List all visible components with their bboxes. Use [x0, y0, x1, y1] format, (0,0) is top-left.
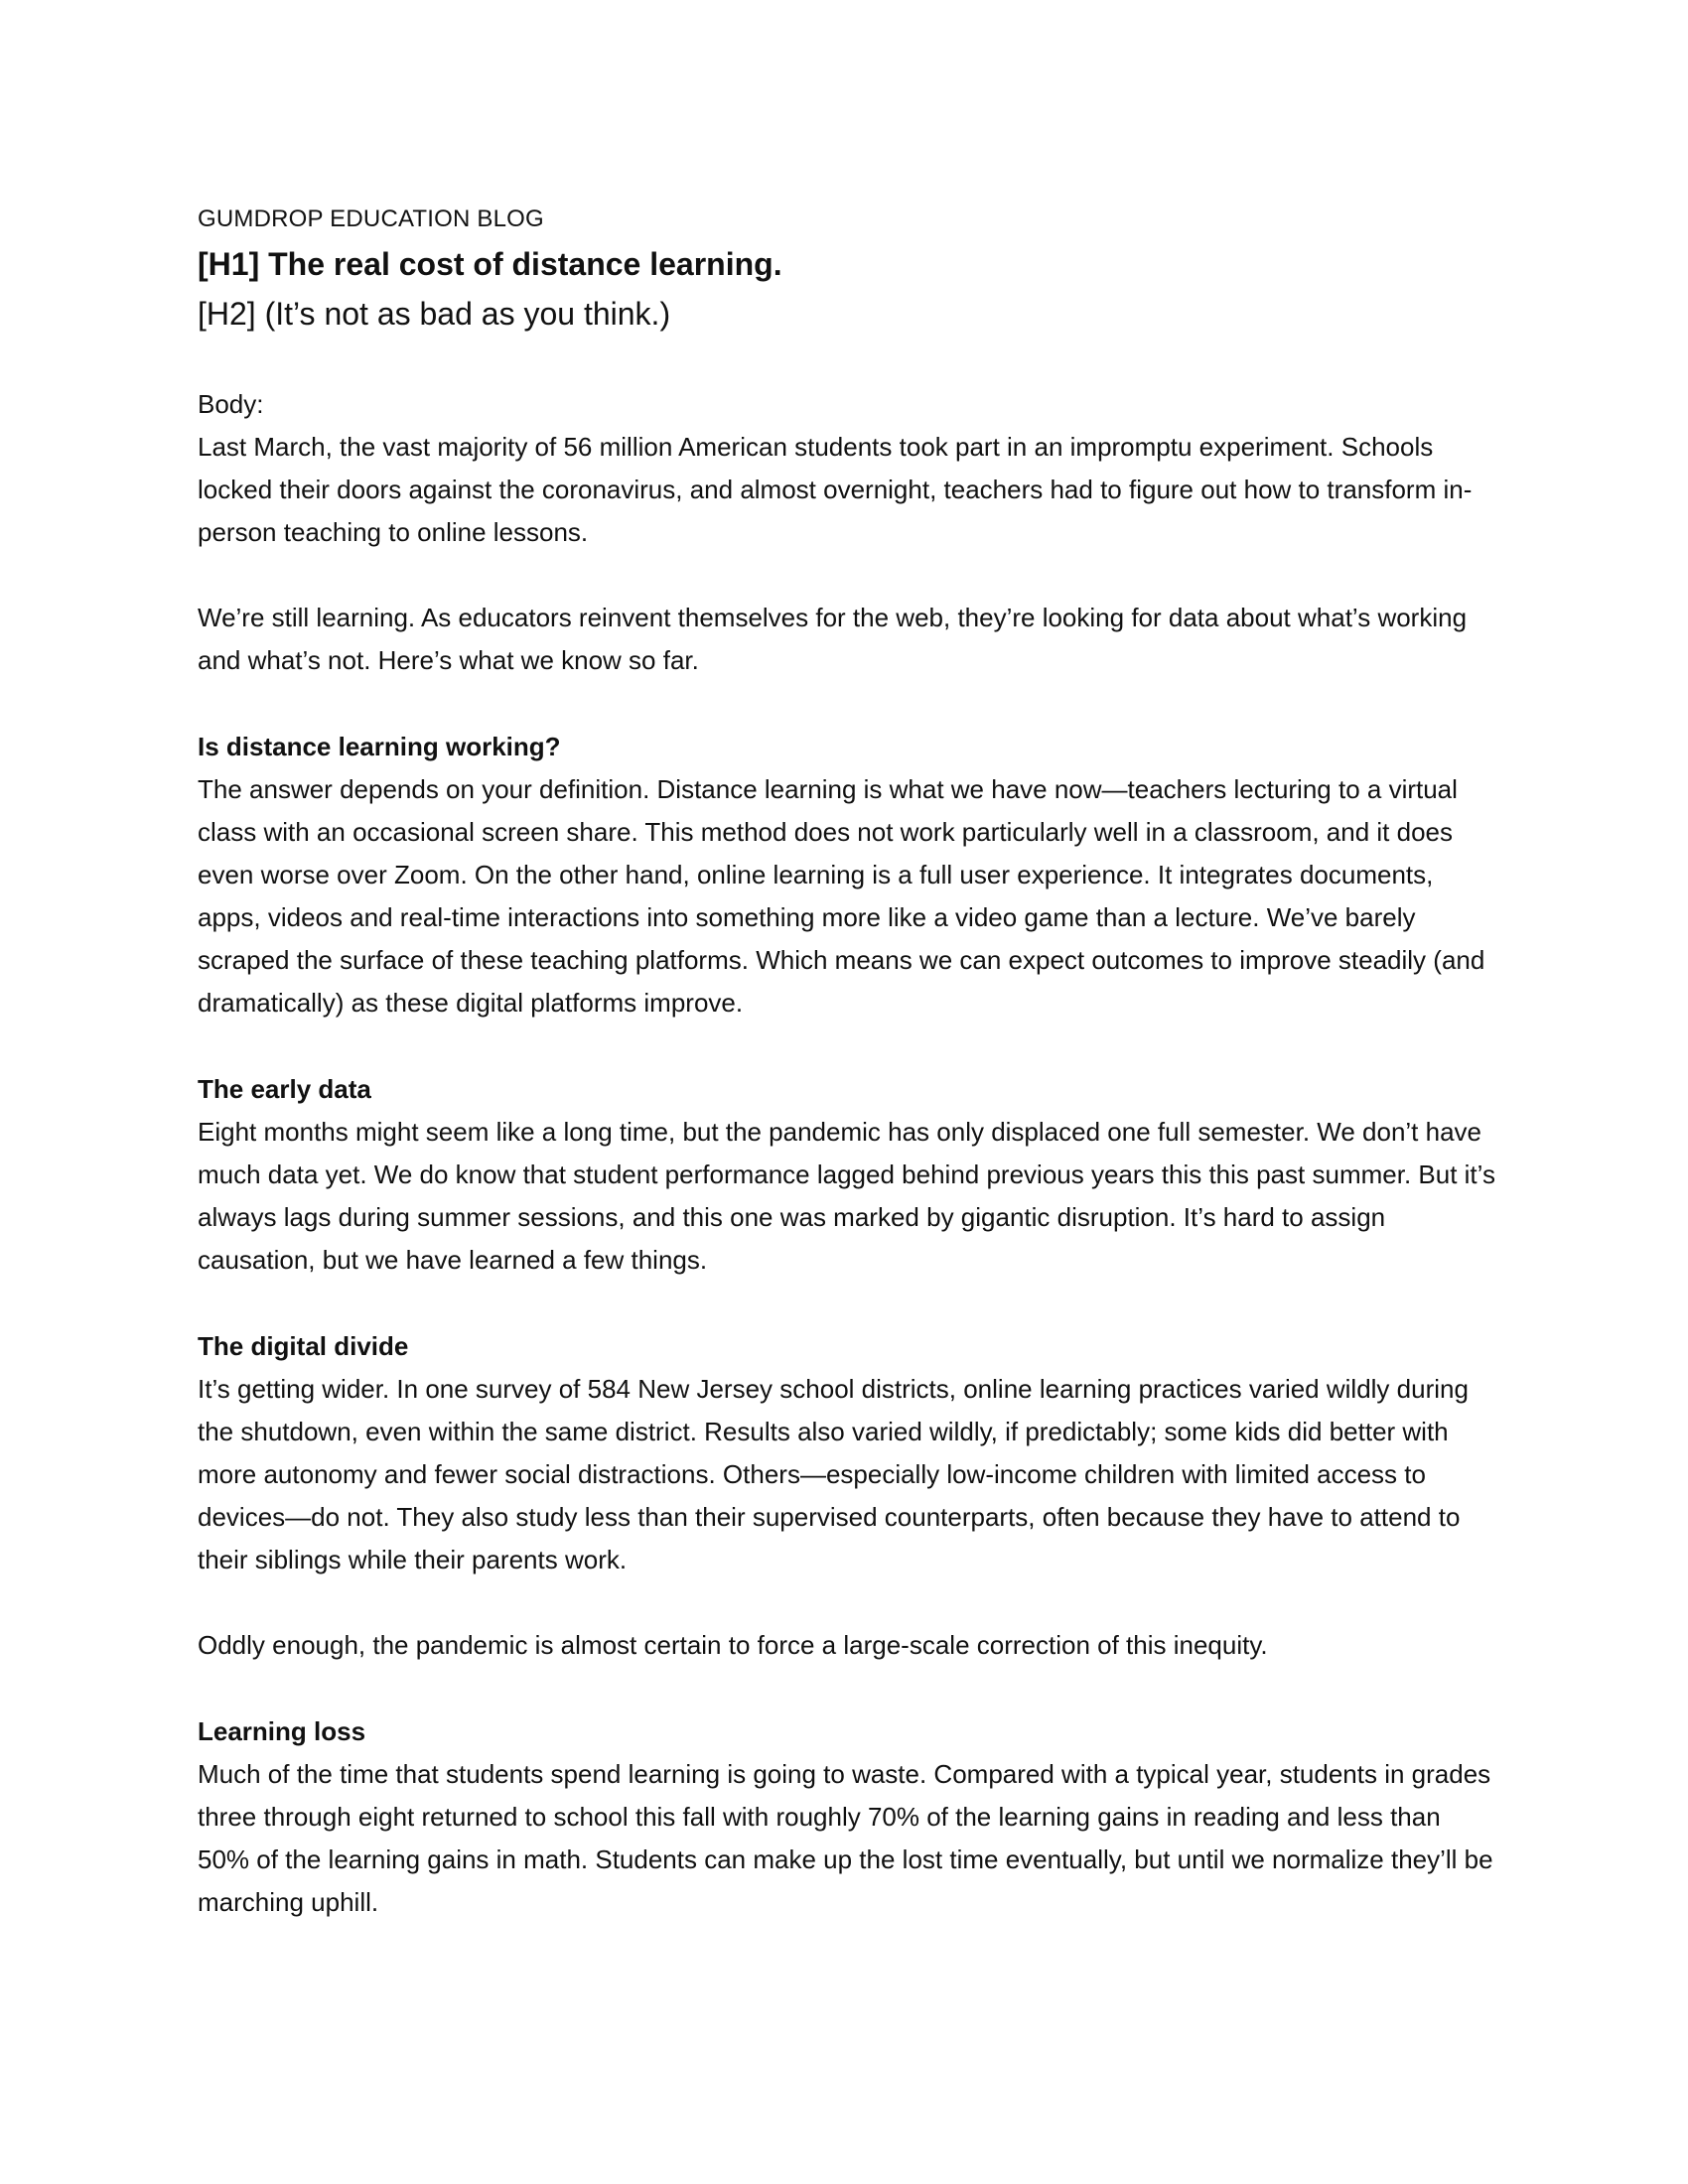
article-subtitle: [H2] (It’s not as bad as you think.)	[198, 296, 671, 332]
body-label: Body:	[198, 389, 264, 419]
section-paragraph: It’s getting wider. In one survey of 584 New Jersey school districts, online learning practices varied wildly during the shutdown, even within the same district. Results also varied wildly, if predictably; some kids did better with more autonomy and fewer social distractions. Others—especially low-income children with limited access to devices—do not. They also study less than their supervised counterparts, often because they have to attend to their siblings while their parents work.	[198, 1374, 1469, 1574]
section-heading-early-data: The early data	[198, 1074, 371, 1104]
intro-paragraph: We’re still learning. As educators reinvent themselves for the web, they’re looking for data about what’s working and what’s not. Here’s what we know so far.	[198, 603, 1468, 675]
document-page	[198, 203, 1498, 1924]
section-heading-learning-loss: Learning loss	[198, 1716, 366, 1746]
section-paragraph: Eight months might seem like a long time, but the pandemic has only displaced one full semester. We don’t have much data yet. We do know that student performance lagged behind previous years this this past summer. But it’s always lags during summer sessions, and this one was marked by gigantic disruption. It’s hard to assign causation, but we have learned a few things.	[198, 1117, 1495, 1275]
section-heading-digital-divide: The digital divide	[198, 1331, 409, 1361]
section-paragraph: The answer depends on your definition. Distance learning is what we have now—teachers lecturing to a virtual class with an occasional screen share. This method does not work particularly well in a classroom, and it does even worse over Zoom. On the other hand, online learning is a full user experience. It integrates documents, apps, videos and real-time interactions into something more like a video game than a lecture. We’ve barely scraped the surface of these teaching platforms. Which means we can expect outcomes to improve steadily (and dramatically) as these digital platforms improve.	[198, 774, 1485, 1018]
blog-name: GUMDROP EDUCATION BLOG	[198, 205, 544, 232]
intro-paragraph: Last March, the vast majority of 56 million American students took part in an impromptu experiment. Schools locked their doors against the coronavirus, and almost overnight, teachers had to figure out how to transform in-person teaching to online lessons.	[198, 432, 1473, 547]
section-paragraph: Oddly enough, the pandemic is almost certain to force a large-scale correction of this inequity.	[198, 1630, 1268, 1660]
section-heading-distance-learning: Is distance learning working?	[198, 732, 561, 761]
section-paragraph: Much of the time that students spend learning is going to waste. Compared with a typical year, students in grades three through eight returned to school this fall with roughly 70% of the learning gains in reading and less than 50% of the learning gains in math. Students can make up the lost time eventually, but until we normalize they’ll be marching uphill.	[198, 1759, 1493, 1917]
article-title: [H1] The real cost of distance learning.	[198, 246, 782, 282]
